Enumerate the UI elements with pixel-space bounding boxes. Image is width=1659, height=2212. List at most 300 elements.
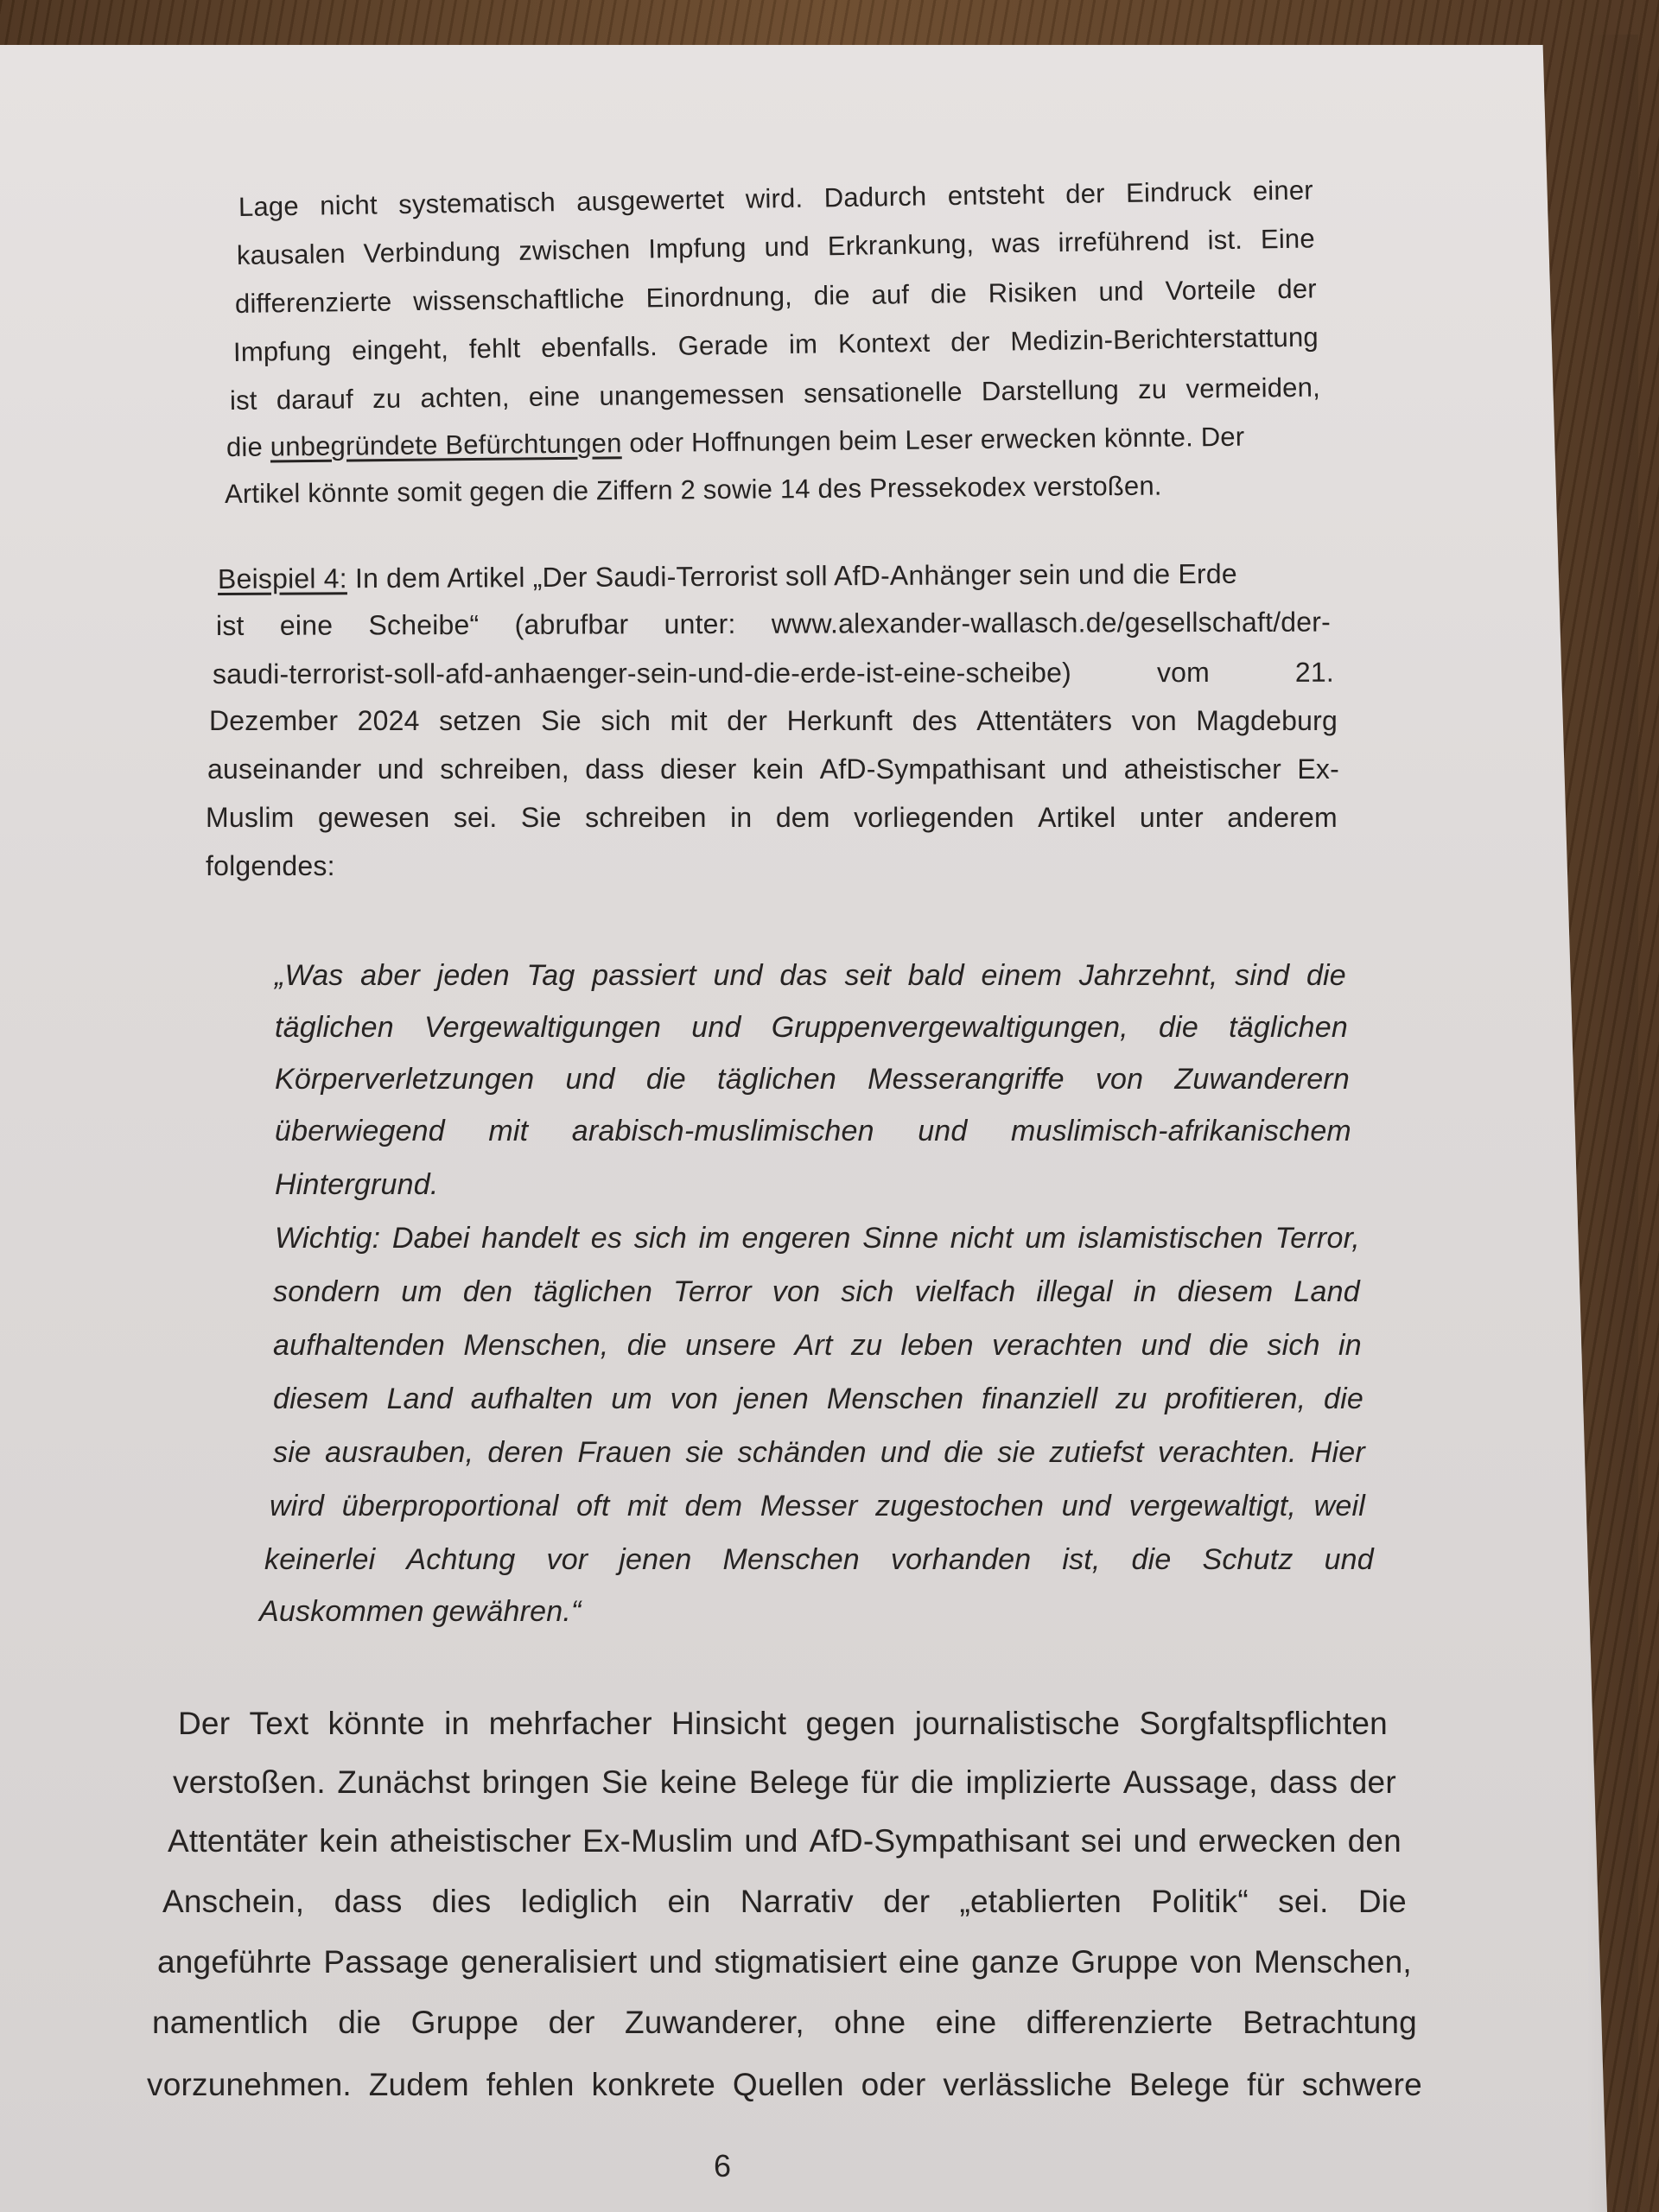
word: ganze	[971, 1944, 1059, 1980]
word: Impfung	[232, 335, 332, 367]
word: ist	[229, 385, 257, 416]
word: Muslim	[206, 802, 295, 833]
word: nicht	[319, 189, 378, 221]
word: Land	[1294, 1275, 1360, 1308]
word: Kontext	[837, 327, 931, 359]
word: und	[918, 1115, 968, 1147]
word: auseinander	[207, 753, 362, 785]
quote-line-13: Auskommen gewähren.“	[259, 1595, 582, 1628]
word: zugestochen	[875, 1490, 1045, 1522]
word: vor	[546, 1543, 588, 1576]
word: atheistischer	[389, 1823, 572, 1859]
quote-line-8	[273, 1329, 1362, 1363]
word: die	[944, 1436, 984, 1469]
word: keinerlei	[264, 1543, 376, 1576]
paragraph-1-line-4	[233, 321, 1319, 368]
word: verachten	[992, 1329, 1123, 1362]
word: zutiefst	[1049, 1436, 1144, 1469]
word: und	[1061, 753, 1109, 785]
quote-line-10	[273, 1436, 1365, 1470]
word: Artikel	[1038, 802, 1116, 833]
word: von	[772, 1275, 821, 1308]
word: seit	[844, 959, 892, 992]
example-4-line-3: saudi-terrorist-soll-afd-anhaenger-sein-und-die-erde-ist-eine-scheibe) vom 21.	[212, 656, 1335, 690]
word: überproportional	[341, 1490, 559, 1522]
word: sie	[685, 1436, 724, 1469]
word: und	[764, 231, 810, 263]
word: Belege	[1128, 2067, 1230, 2102]
word: unter:	[664, 607, 736, 640]
word: zu	[372, 383, 402, 414]
paragraph-1-line-3	[235, 274, 1317, 320]
word: mit	[488, 1115, 529, 1147]
word: fehlt	[468, 333, 521, 365]
word: Körperverletzungen	[275, 1063, 535, 1096]
word: implizierte	[965, 1764, 1112, 1800]
word: von	[1131, 705, 1177, 736]
word: weil	[1313, 1490, 1365, 1522]
word: aufhalten	[470, 1382, 594, 1415]
word: zu	[850, 1329, 883, 1362]
word: Tag	[526, 959, 575, 992]
word: islamistischen	[1077, 1222, 1263, 1255]
word: täglichen	[275, 1011, 394, 1044]
word: und	[744, 1823, 798, 1859]
word: Eine	[1260, 223, 1316, 255]
example-4-line-6	[206, 802, 1338, 834]
word: für	[861, 1764, 899, 1800]
paragraph-1-line-2	[237, 223, 1315, 271]
word: um	[611, 1382, 652, 1415]
word: Dezember	[209, 705, 339, 736]
word: der	[727, 705, 768, 736]
word: sich	[601, 705, 652, 736]
word: und	[713, 959, 763, 992]
word: Lage	[238, 190, 300, 222]
word: atheistischer	[1123, 753, 1281, 785]
word: angeführte	[157, 1944, 312, 1980]
word: sei.	[453, 802, 498, 833]
word: ausgewertet	[575, 184, 725, 217]
word: Verbindung	[363, 236, 501, 269]
paragraph-3-line-5	[157, 1944, 1412, 1980]
word: wird.	[745, 182, 804, 214]
word: in	[730, 802, 753, 833]
word: zu	[1116, 1382, 1147, 1415]
word: Achtung	[406, 1543, 516, 1576]
word: konkrete	[591, 2067, 716, 2102]
word: sei.	[1278, 1884, 1329, 1919]
word: systematisch	[397, 187, 556, 220]
example-4-label: Beispiel 4:	[217, 563, 347, 594]
word: sich	[841, 1275, 894, 1308]
word: Ex-Muslim	[582, 1823, 734, 1859]
word: jeden	[436, 959, 510, 992]
word: der	[883, 1884, 931, 1919]
word: muslimisch-afrikanischem	[1010, 1115, 1351, 1147]
word: und	[1061, 1490, 1111, 1522]
word: (abrufbar	[514, 608, 629, 640]
word: in	[444, 1706, 470, 1741]
quote-line-11	[270, 1490, 1365, 1523]
word: um	[401, 1275, 442, 1308]
word: Wichtig:	[275, 1222, 381, 1255]
word: deren	[487, 1436, 564, 1469]
word: Der	[178, 1706, 231, 1741]
word: passiert	[592, 959, 696, 992]
word: differenzierte	[234, 286, 392, 319]
word: Sinne	[862, 1222, 939, 1255]
word: setzen	[439, 705, 522, 736]
word: eine	[898, 1944, 960, 1980]
word: und	[1324, 1543, 1374, 1576]
word: Zunächst	[337, 1764, 471, 1800]
word: der	[1349, 1764, 1396, 1800]
word: anderem	[1227, 802, 1338, 833]
word: die	[1131, 1543, 1172, 1576]
paragraph-1-line-1	[238, 175, 1313, 223]
word: Belege	[748, 1764, 850, 1800]
word: sensationelle	[803, 376, 963, 409]
word: gegen	[805, 1706, 896, 1741]
word: zu	[1137, 373, 1167, 405]
word: arabisch-muslimischen	[571, 1115, 874, 1147]
word: Jahrzehnt,	[1078, 959, 1218, 992]
word: kein	[752, 753, 804, 785]
word: der	[1065, 178, 1105, 209]
word: kausalen	[236, 238, 346, 270]
quote-line-5: Hintergrund.	[275, 1168, 439, 1201]
word: generalisiert	[461, 1944, 638, 1980]
word: sie	[273, 1436, 312, 1469]
quote-line-7	[273, 1275, 1360, 1309]
paragraph-3-line-2	[173, 1764, 1396, 1801]
word: namentlich	[152, 2005, 308, 2040]
word: jenen	[735, 1382, 810, 1415]
word: Zuwanderer,	[625, 2005, 804, 2040]
word: Sie	[541, 705, 582, 736]
word: bald	[907, 959, 964, 992]
word: Vergewaltigungen	[424, 1011, 662, 1044]
quote-line-1	[275, 959, 1346, 993]
word: Zuwanderern	[1174, 1063, 1350, 1096]
word: Dabei	[391, 1222, 470, 1255]
word: vorliegenden	[854, 802, 1014, 833]
word: kein	[319, 1823, 378, 1859]
word: ist,	[1062, 1543, 1101, 1576]
word: dies	[431, 1884, 492, 1919]
paragraph-1-line-6: die unbegründete Befürchtungen oder Hoffnungen beim Leser erwecken könnte. Der	[226, 421, 1245, 462]
word: dass	[1269, 1764, 1338, 1800]
word: und	[691, 1011, 741, 1044]
word: Hinsicht	[671, 1706, 787, 1741]
word: sondern	[273, 1275, 381, 1308]
word: fehlen	[486, 2067, 575, 2102]
word: Passage	[323, 1944, 449, 1980]
quote-line-4	[275, 1115, 1351, 1148]
paragraph-3-line-4	[162, 1884, 1407, 1920]
word: Menschen,	[463, 1329, 609, 1362]
word: die	[1158, 1011, 1198, 1044]
word: die	[813, 280, 850, 311]
paragraph-3-line-7	[147, 2067, 1422, 2103]
word: Impfung	[648, 232, 747, 264]
word: eine	[528, 381, 581, 412]
word: Menschen	[722, 1543, 860, 1576]
paragraph-1-line-5	[230, 372, 1320, 416]
word: Menschen,	[1254, 1944, 1412, 1980]
word: eine	[935, 2005, 997, 2040]
word: einem	[981, 959, 1063, 992]
word: täglichen	[717, 1063, 836, 1096]
word: Eindruck	[1125, 175, 1232, 208]
word: das	[779, 959, 828, 992]
word: dem	[684, 1490, 743, 1522]
word: Dadurch	[823, 181, 927, 213]
word: Darstellung	[981, 374, 1120, 407]
word: darauf	[276, 384, 354, 416]
word: Terror	[673, 1275, 752, 1308]
word: oft	[576, 1490, 610, 1522]
word: der	[548, 2005, 595, 2040]
word: und	[565, 1063, 615, 1096]
word: schwere	[1301, 2067, 1422, 2102]
word: Vorteile	[1165, 274, 1256, 306]
word: www.alexander-wallasch.de/gesellschaft/der-	[771, 606, 1332, 639]
word: erwecken	[1198, 1823, 1337, 1859]
word: vermeiden,	[1185, 372, 1321, 404]
word: im	[788, 328, 818, 360]
word: in	[1338, 1329, 1362, 1362]
word: mehrfacher	[488, 1706, 652, 1741]
word: des	[912, 705, 957, 736]
word: und	[1133, 1823, 1187, 1859]
word: eine	[279, 609, 334, 641]
word: täglichen	[533, 1275, 653, 1308]
word: von	[670, 1382, 719, 1415]
example-4-line-7: folgendes:	[206, 850, 335, 881]
word: die	[1324, 1382, 1363, 1415]
word: was	[991, 227, 1041, 259]
word: Art	[794, 1329, 833, 1362]
word: den	[1347, 1823, 1402, 1859]
word: und	[880, 1436, 931, 1469]
word: der	[1277, 273, 1318, 305]
underlined-phrase: unbegründete Befürchtungen	[270, 428, 622, 462]
word: achten,	[420, 382, 510, 414]
word: Terror,	[1274, 1222, 1360, 1255]
word: dass	[334, 1884, 403, 1919]
word: diesem	[1177, 1275, 1274, 1308]
word: die	[1306, 959, 1346, 992]
word: ist	[215, 609, 245, 641]
word: dass	[585, 753, 645, 785]
word: 2024	[357, 705, 420, 736]
word: der	[950, 326, 990, 358]
word: im	[698, 1222, 730, 1255]
paragraph-3-line-1	[178, 1706, 1388, 1742]
word: Quellen	[732, 2067, 844, 2102]
word: Frauen	[577, 1436, 672, 1469]
word: vergewaltigt,	[1128, 1490, 1297, 1522]
word: Gerade	[677, 329, 769, 361]
word: entsteht	[947, 179, 1045, 212]
word: die	[911, 1764, 954, 1800]
word: oder	[861, 2067, 926, 2102]
word: schreiben	[585, 802, 707, 833]
word: von	[1190, 1944, 1243, 1980]
word: keine	[659, 1764, 738, 1800]
word: diesem	[273, 1382, 369, 1415]
word: Messer	[760, 1490, 858, 1522]
word: könnte	[327, 1706, 425, 1741]
word: Magdeburg	[1196, 705, 1338, 736]
quote-line-3	[275, 1063, 1350, 1096]
word: und	[648, 1944, 703, 1980]
word: zwischen	[518, 233, 631, 266]
word: ist.	[1207, 224, 1243, 256]
word: stigmatisiert	[714, 1944, 887, 1980]
word: um	[1025, 1222, 1066, 1255]
word: wissenschaftliche	[412, 283, 626, 317]
word: wird	[270, 1490, 325, 1522]
word: handelt	[481, 1222, 580, 1255]
word: engeren	[741, 1222, 851, 1255]
word: in	[1133, 1275, 1157, 1308]
word: schänden	[737, 1436, 867, 1469]
word: und	[377, 753, 424, 785]
word: Hier	[1310, 1436, 1365, 1469]
word: illegal	[1036, 1275, 1113, 1308]
example-4-line-4	[209, 705, 1338, 737]
word: Zudem	[368, 2067, 469, 2102]
word: ohne	[834, 2005, 906, 2040]
word: den	[462, 1275, 513, 1308]
word: unangemessen	[599, 378, 785, 411]
paragraph-3-line-6	[152, 2005, 1417, 2041]
word: und	[1141, 1329, 1191, 1362]
word: Menschen	[826, 1382, 964, 1415]
word: verstoßen.	[173, 1764, 326, 1800]
word: nicht	[950, 1222, 1014, 1255]
quote-line-9	[273, 1382, 1363, 1416]
word: leben	[900, 1329, 974, 1362]
word: auf	[871, 279, 910, 310]
word: Messerangriffe	[868, 1063, 1065, 1096]
word: täglichen	[1229, 1011, 1348, 1044]
word: differenzierte	[1026, 2005, 1213, 2040]
word: AfD-Sympathisant	[809, 1823, 1070, 1859]
example-4-line-1: Beispiel 4: In dem Artikel „Der Saudi-Terrorist soll AfD-Anhänger sein und die Erde	[217, 557, 1237, 594]
quote-line-6	[275, 1222, 1360, 1255]
word: sich	[633, 1222, 687, 1255]
word: ebenfalls.	[540, 331, 658, 364]
word: journalistische	[914, 1706, 1121, 1741]
word: verachten.	[1157, 1436, 1297, 1469]
word: finanziell	[982, 1382, 1098, 1415]
word: es	[590, 1222, 623, 1255]
word: AfD-Sympathisant	[819, 753, 1046, 785]
word: und	[1098, 276, 1145, 308]
word: eingeht,	[351, 334, 449, 366]
word: Betrachtung	[1243, 2005, 1417, 2040]
word: vorzunehmen.	[147, 2067, 352, 2102]
word: Land	[386, 1382, 454, 1415]
word: Text	[249, 1706, 309, 1741]
word: die	[626, 1329, 667, 1362]
word: sei	[1080, 1823, 1122, 1859]
word: „Was	[275, 959, 344, 992]
word: die	[930, 278, 968, 309]
word: Gruppe	[410, 2005, 519, 2040]
word: überwiegend	[275, 1115, 445, 1147]
word: für	[1247, 2067, 1285, 2102]
word: sich	[1267, 1329, 1320, 1362]
word: Sie	[601, 1764, 649, 1800]
word: Herkunft	[786, 705, 893, 736]
word: Gruppenvergewaltigungen,	[771, 1011, 1128, 1044]
word: vielfach	[914, 1275, 1016, 1308]
word: ausrauben,	[325, 1436, 474, 1469]
word: Anschein,	[162, 1884, 305, 1919]
word: gewesen	[317, 802, 430, 833]
word: Ex-	[1297, 753, 1339, 785]
word: bringen	[481, 1764, 590, 1800]
word: profitieren,	[1165, 1382, 1306, 1415]
word: unsere	[685, 1329, 777, 1362]
word: aber	[360, 959, 420, 992]
word: die	[645, 1063, 686, 1096]
word: lediglich	[520, 1884, 639, 1919]
word: jenen	[619, 1543, 692, 1576]
word: dem	[775, 802, 830, 833]
word: die	[1209, 1329, 1249, 1362]
example-4-line-2	[216, 606, 1331, 642]
word: Erkrankung,	[827, 228, 975, 262]
word: Einordnung,	[645, 280, 793, 314]
word: dieser	[660, 753, 737, 785]
word: verlässliche	[943, 2067, 1113, 2102]
word: Sorgfaltspflichten	[1139, 1706, 1388, 1741]
word: „etablierten	[959, 1884, 1122, 1919]
word: mit	[627, 1490, 667, 1522]
word: mit	[670, 705, 708, 736]
word: Aussage,	[1122, 1764, 1258, 1800]
word: aufhaltenden	[273, 1329, 446, 1362]
word: Medizin-Berichterstattung	[1010, 321, 1319, 357]
page-number: 6	[714, 2148, 732, 2183]
word: Attentäters	[976, 705, 1113, 736]
word: schreiben,	[440, 753, 569, 785]
word: Scheibe“	[368, 608, 480, 641]
word: Politik“	[1151, 1884, 1249, 1919]
paragraph-1-line-7: Artikel könnte somit gegen die Ziffern 2 sowie 14 des Pressekodex verstoßen.	[224, 470, 1162, 509]
word: Schutz	[1202, 1543, 1294, 1576]
quote-line-2	[275, 1011, 1348, 1045]
word: Sie	[520, 802, 562, 833]
word: Gruppe	[1071, 1944, 1179, 1980]
word: sie	[997, 1436, 1036, 1469]
word: vorhanden	[890, 1543, 1032, 1576]
example-4-line-5	[207, 753, 1339, 785]
word: irreführend	[1058, 225, 1191, 258]
word: einer	[1252, 175, 1314, 207]
word: von	[1095, 1063, 1144, 1096]
word: Narrativ	[740, 1884, 854, 1919]
paragraph-3-line-3	[168, 1823, 1402, 1859]
word: Risiken	[988, 276, 1077, 308]
word: unter	[1139, 802, 1204, 833]
